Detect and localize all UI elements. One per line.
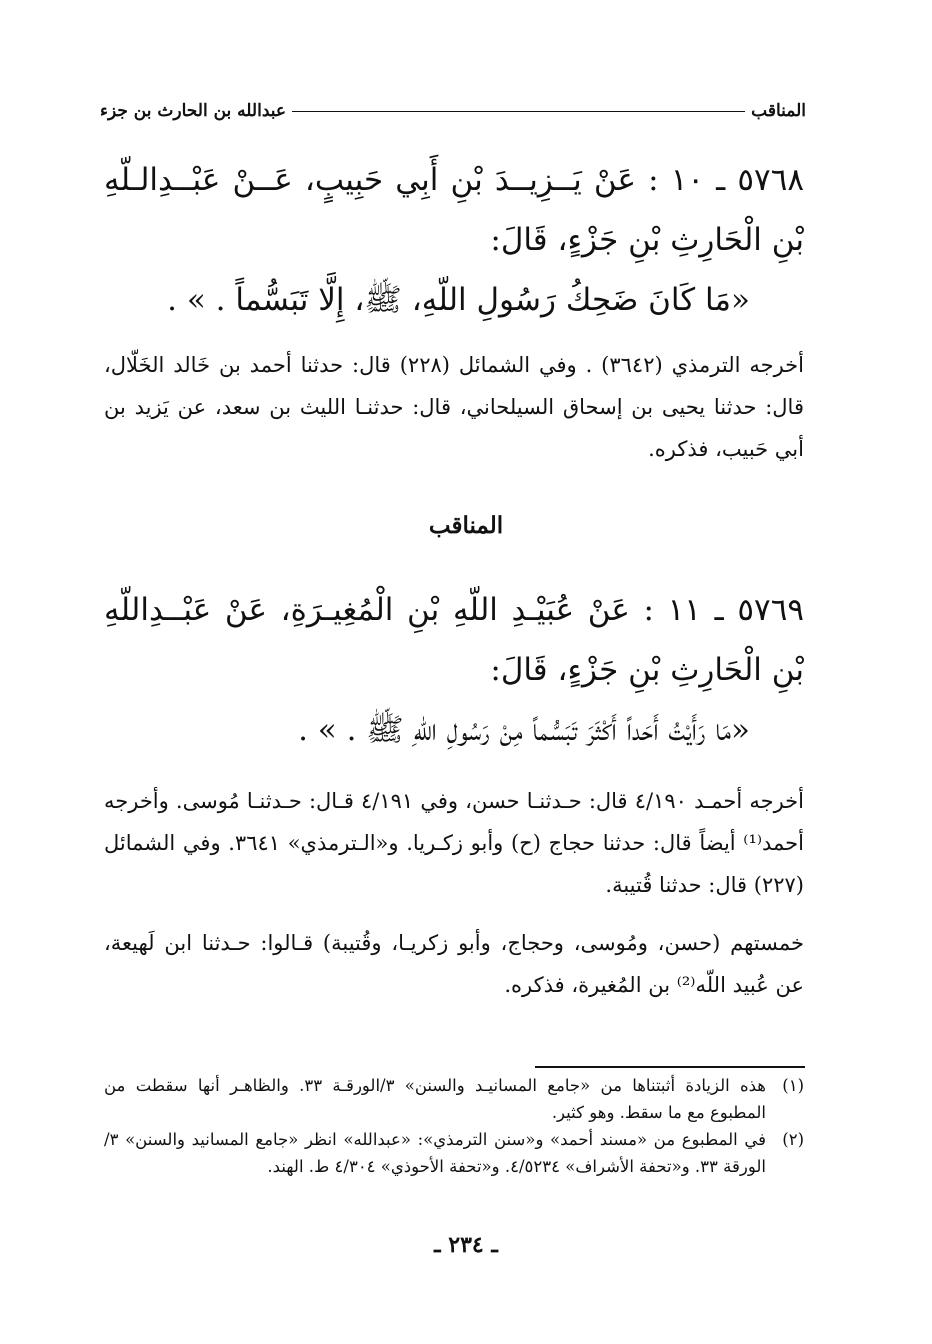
footnote-separator — [535, 1066, 805, 1068]
hadith-isnad: ٥٧٦٨ ـ ١٠ : عَنْ يَــزِيــدَ بْنِ أَبِي حَبِيبٍ، عَــنْ عَبْــدِالـلّهِ بْنِ الْحَارِثِ بْنِ جَزْءٍ، قَالَ: — [104, 162, 804, 258]
footnote-text: هذه الزيادة أثبتناها من «جامع المسانيـد والسنن» ٣/الورقـة ٣٣. والظاهـر أنها سقطت من المطبوع مع ما سقط. وهو كثير. — [104, 1076, 767, 1122]
hadith-5768 — [104, 150, 804, 330]
footnote — [104, 1072, 804, 1126]
running-header — [100, 96, 806, 126]
footnote-number: (١) — [782, 1076, 804, 1095]
header-rule — [292, 111, 745, 112]
footnote — [104, 1126, 804, 1180]
footnotes — [104, 1072, 804, 1180]
hadith-isnad: ٥٧٦٩ ـ ١١ : عَنْ عُبَيْـدِ اللّهِ بْنِ الْمُغِيـرَةِ، عَنْ عَبْــدِاللّهِ بْنِ الْحَارِثِ بْنِ جَزْءٍ، قَالَ: — [104, 592, 804, 688]
section-title: المناقب — [428, 512, 504, 539]
header-chapter: عبدالله بن الحارث بن جزء — [100, 101, 287, 121]
hadith-matn: «مَا رَأَيْتُ أَحَداً أَكْثَرَ تَبَسُّماً مِنْ رَسُولِ اللّهِ ﷺ . » . — [298, 712, 750, 748]
takhrij-paragraph: أخرجه الترمذي (٣٦٤٢) . وفي الشمائل (٢٢٨) قال: حدثنا أحمد بن خَالد الخَلّال، قال: حدثنا يحيى بن إسحاق السيلحاني، قال: حدثنـا الليث بن سعد، عن يَزيد بن أبي حَبيب، فذكره. — [104, 353, 804, 461]
takhrij-paragraph: أخرجه أحمـد ٤/١٩٠ قال: حـدثنـا حسن، وفي ٤/١٩١ قـال: حـدثنـا مُوسى. وأخرجه أحمد⁽¹⁾ أيضاً قال: حدثنا حجاج (ح) وأبو زكـريا. و«الـترمذي» ٣٦٤١. وفي الشمائل (٢٢٧) قال: حدثنا قُتيبة. — [104, 789, 804, 897]
summary-paragraph: خمستهم (حسن، ومُوسى، وحجاج، وأبو زكريـا، وقُتيبة) قـالوا: حـدثنا ابن لَهيعة، عن عُبيد اللّه⁽²⁾ بن المُغيرة، فذكره. — [104, 931, 804, 997]
hadith-5769 — [104, 580, 804, 760]
footnote-text: في المطبوع من «مسند أحمد» و«سنن الترمذي»: «عبدالله» انظر «جامع المسانيد والسنن» ٣/الورقة ٣٣. و«تحفة الأشراف» ٤/٥٢٣٤. و«تحفة الأحوذي» ٤/٣٠٤ ط. الهند. — [104, 1130, 766, 1176]
page-number: ـ ٢٣٤ ـ — [434, 1232, 498, 1258]
header-section: المناقب — [751, 101, 806, 121]
footnote-number: (٢) — [782, 1130, 804, 1149]
hadith-matn: «مَا كَانَ ضَحِكُ رَسُولِ اللّهِ، ﷺ، إِلَّا تَبَسُّماً . » . — [167, 282, 750, 318]
